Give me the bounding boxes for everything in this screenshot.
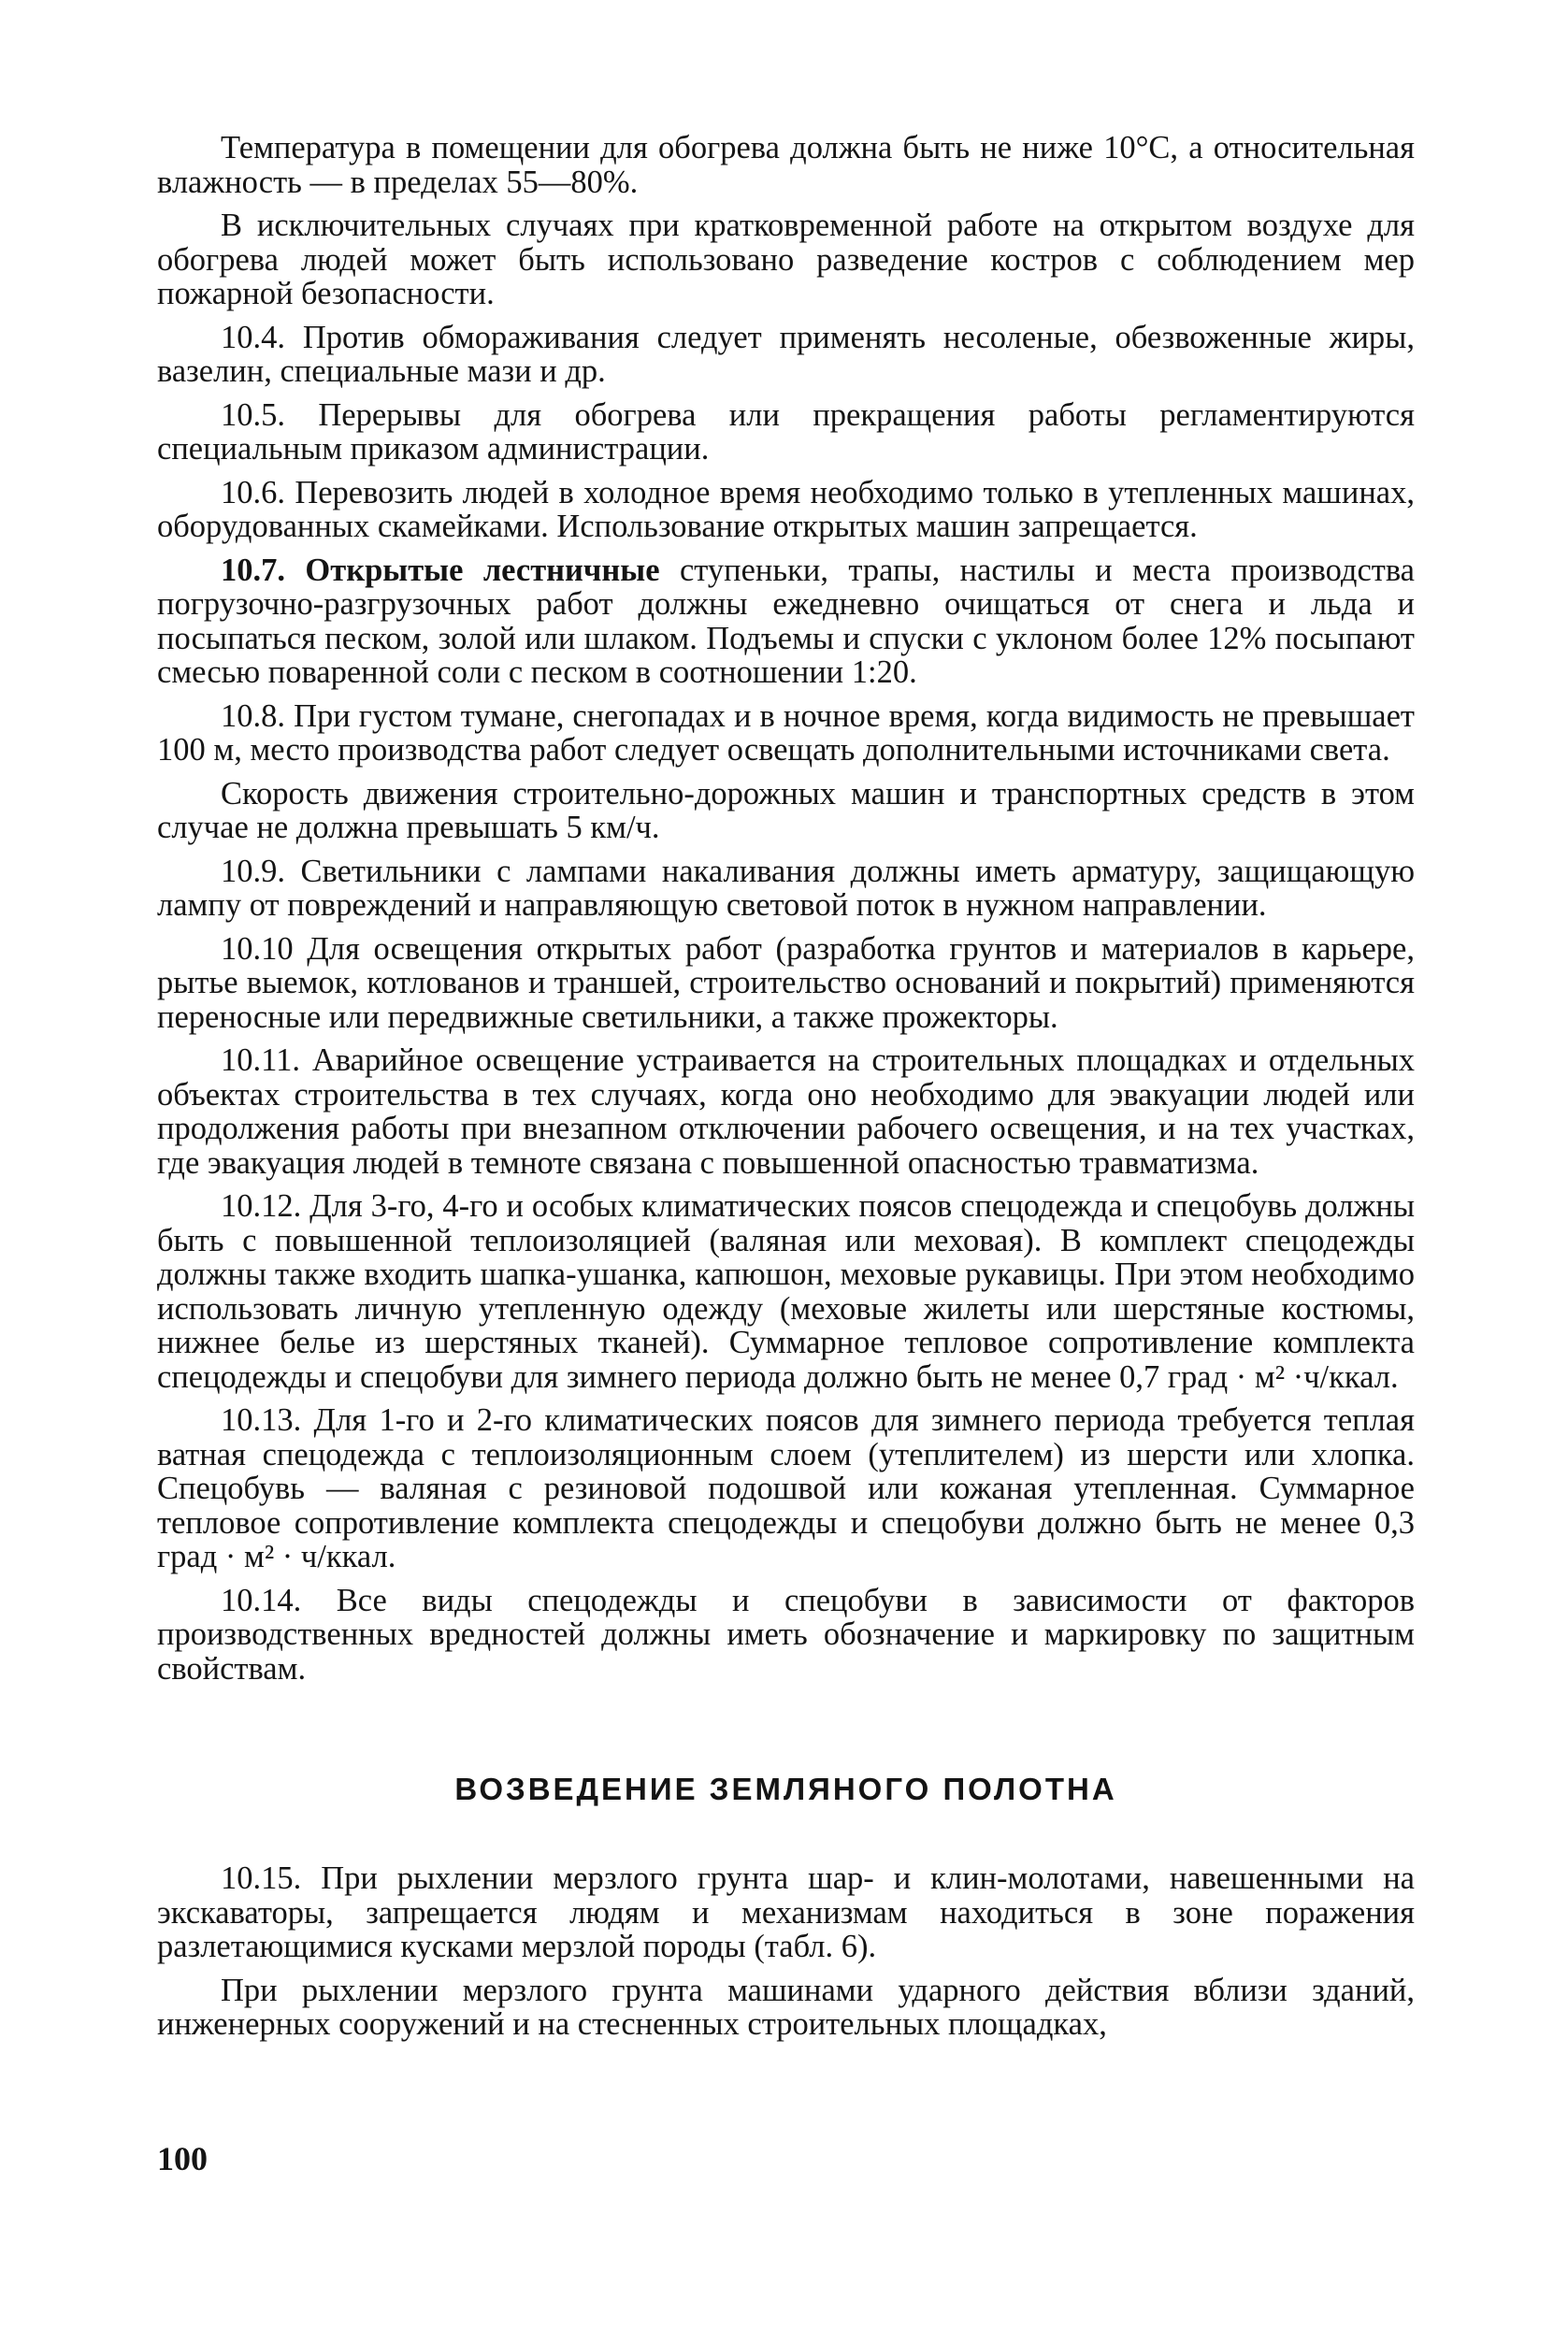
paragraph-text: 10.15. При рыхлении мерзлого грунта шар- и клин-молотами, навешенными на экскаваторы, запрещается людям и механизмам находиться в зоне поражения разлетающимися кусками мерзлой породы (табл. 6). <box>157 1860 1415 1964</box>
paragraph-text: 10.6. Перевозить людей в холодное время необходимо только в утепленных машинах, оборудованных скамейками. Использование открытых машин запрещается. <box>157 474 1415 544</box>
paragraph-text: 10.9. Светильники с лампами накаливания должны иметь арматуру, защищающую лампу от повреждений и направляющую световой поток в нужном направлении. <box>157 853 1415 923</box>
paragraph-text: 10.14. Все виды спецодежды и спецобуви в зависимости от факторов производственных вредностей должны иметь обозначение и маркировку по защитным свойствам. <box>157 1582 1415 1687</box>
paragraph-text: 10.8. При густом тумане, снегопадах и в ночное время, когда видимость не превышает 100 м, место производства работ следует освещать дополнительными источниками света. <box>157 697 1415 768</box>
paragraph-p-speed <box>157 777 1415 845</box>
paragraph-p-10-15 <box>157 1861 1415 1964</box>
paragraph-text: 10.13. Для 1-го и 2-го климатических поясов для зимнего периода требуется теплая ватная спецодежда с теплоизоляционным слоем (утеплителем) из шерсти или хлопка. Спецобувь — валяная с резиновой подошвой или кожаная утепленная. Суммарное тепловое сопротивление комплекта спецодежды и спецобуви должно быть не менее 0,3 град · м² · ч/ккал. <box>157 1402 1415 1574</box>
page-body <box>157 131 1415 2051</box>
paragraph-text: Скорость движения строительно-дорожных машин и транспортных средств в этом случае не должна превышать 5 км/ч. <box>157 775 1415 845</box>
paragraph-p-10-8 <box>157 699 1415 768</box>
paragraph-p-10-13 <box>157 1403 1415 1574</box>
paragraph-text: 10.4. Против обмораживания следует применять несоленые, обезвоженные жиры, вазелин, специальные мази и др. <box>157 319 1415 389</box>
paragraph-p-10-12 <box>157 1189 1415 1394</box>
paragraph-p-impact <box>157 1974 1415 2042</box>
paragraph-p-10-9 <box>157 855 1415 923</box>
paragraph-p-fires <box>157 208 1415 311</box>
paragraph-p-temp <box>157 131 1415 199</box>
paragraph-text: 10.5. Перерывы для обогрева или прекращения работы регламентируются специальным приказом администрации. <box>157 396 1415 467</box>
paragraph-lead-text: 10.7. Открытые лестничные <box>221 552 660 588</box>
paragraph-text: 10.10 Для освещения открытых работ (разработка грунтов и материалов в карьере, рытье выемок, котлованов и траншей, строительство оснований и покрытий) применяются переносные или передвижные светильники, а также прожекторы. <box>157 930 1415 1035</box>
paragraph-p-10-4 <box>157 321 1415 389</box>
paragraph-p-10-10 <box>157 932 1415 1035</box>
paragraph-text: 10.11. Аварийное освещение устраивается на строительных площадках и отдельных объектах строительства в тех случаях, когда оно необходимо для эвакуации людей или продолжения работы при внезапном отключении рабочего освещения, и на тех участках, где эвакуация людей в темноте связана с повышенной опасностью травматизма. <box>157 1042 1415 1181</box>
paragraph-p-10-6 <box>157 476 1415 544</box>
section-heading: ВОЗВЕДЕНИЕ ЗЕМЛЯНОГО ПОЛОТНА <box>454 1772 1117 1806</box>
paragraphs-before-heading <box>157 131 1415 1686</box>
paragraph-text: При рыхлении мерзлого грунта машинами ударного действия вблизи зданий, инженерных сооружений и на стесненных строительных площадках, <box>157 1972 1415 2042</box>
paragraph-text: Температура в помещении для обогрева должна быть не ниже 10°С, а относительная влажность — в пределах 55—80%. <box>157 130 1415 200</box>
paragraph-p-10-11 <box>157 1043 1415 1180</box>
paragraph-p-10-5 <box>157 398 1415 467</box>
paragraph-p-10-14 <box>157 1584 1415 1687</box>
page-number: 100 <box>157 2140 208 2177</box>
paragraph-text: 10.12. Для 3-го, 4-го и особых климатических поясов спецодежда и спецобувь должны быть с повышенной теплоизоляцией (валяная или меховая). В комплект спецодежды должны также входить шапка-ушанка, капюшон, меховые рукавицы. При этом необходимо использовать личную утепленную одежду (меховые жилеты или шерстяные костюмы, нижнее белье из шерстяных тканей). Суммарное тепловое сопротивление комплекта спецодежды и спецобуви для зимнего периода должно быть не менее 0,7 град · м² ·ч/ккал. <box>157 1188 1415 1395</box>
paragraph-text: В исключительных случаях при кратковременной работе на открытом воздухе для обогрева людей может быть использовано разведение костров с соблюдением мер пожарной безопасности. <box>157 208 1415 311</box>
paragraphs-after-heading <box>157 1861 1415 2042</box>
paragraph-text: ступеньки, трапы, настилы и места производства погрузочно-разгрузочных работ должны ежедневно очищаться от снега и льда и посыпаться песком, золой или шлаком. Подъемы и спуски с уклоном более 12% посыпают смесью поваренной соли с песком в соотношении 1:20. <box>157 552 1415 690</box>
paragraph-p-10-7 <box>157 553 1415 690</box>
